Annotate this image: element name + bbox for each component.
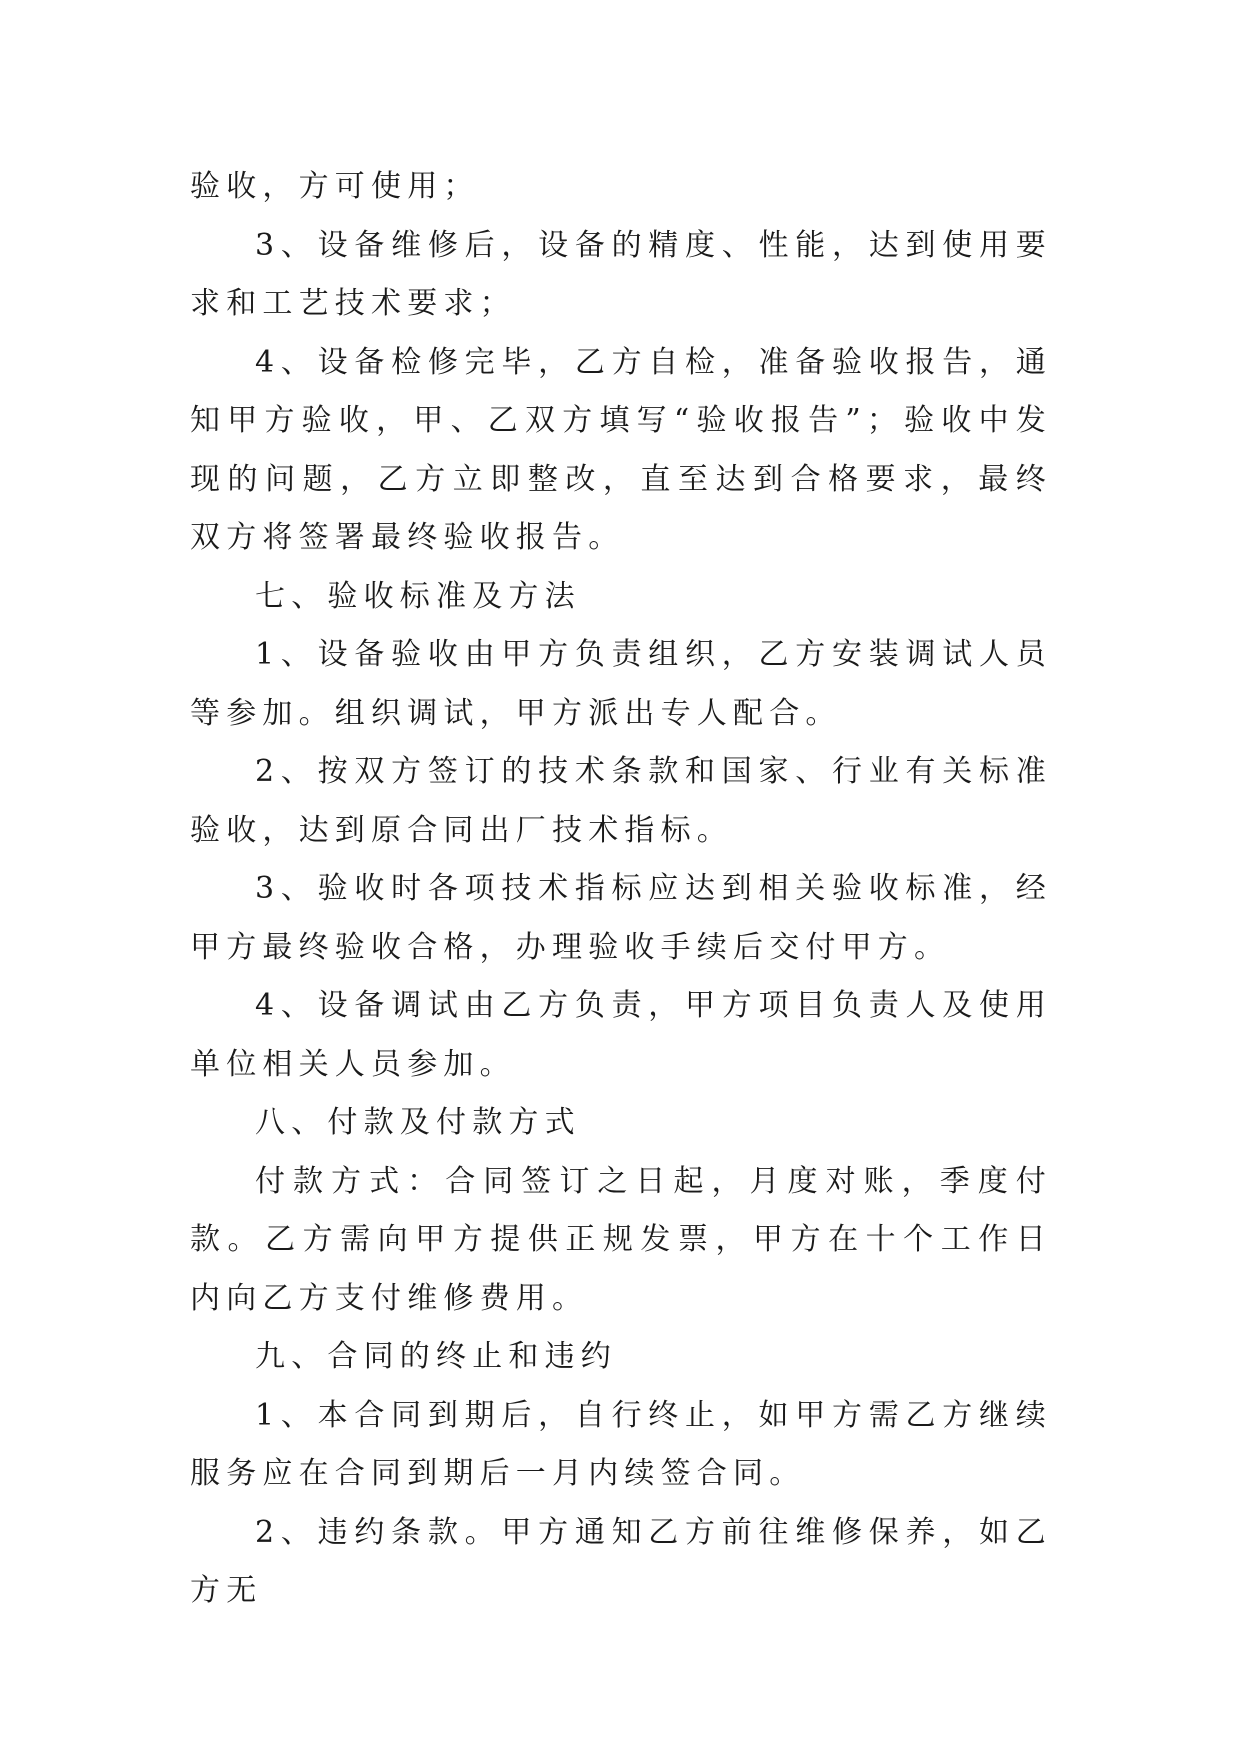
- paragraph-payment-method: 付款方式：合同签订之日起，月度对账，季度付款。乙方需向甲方提供正规发票，甲方在十个工作日内向乙方支付维修费用。: [190, 1163, 1052, 1316]
- paragraph-acceptance-2: 2、按双方签订的技术条款和国家、行业有关标准验收，达到原合同出厂技术指标。: [190, 754, 1052, 848]
- document-body: [190, 158, 1052, 1621]
- paragraph-acceptance-4: 4、设备调试由乙方负责，甲方项目负责人及使用单位相关人员参加。: [190, 988, 1052, 1082]
- paragraph-acceptance-3: 3、验收时各项技术指标应达到相关验收标准，经甲方最终验收合格，办理验收手续后交付甲方。: [190, 871, 1052, 965]
- section-heading-9: 九、合同的终止和违约: [255, 1339, 617, 1374]
- paragraph-acceptance-1: 1、设备验收由甲方负责组织，乙方安装调试人员等参加。组织调试，甲方派出专人配合。: [190, 637, 1052, 731]
- paragraph-termination-1: 1、本合同到期后，自行终止，如甲方需乙方继续服务应在合同到期后一月内续签合同。: [190, 1397, 1052, 1491]
- paragraph-item-4-inspection: 4、设备检修完毕，乙方自检，准备验收报告，通知甲方验收，甲、乙双方填写“验收报告”；验收中发现的问题，乙方立即整改，直至达到合格要求，最终双方将签署最终验收报告。: [190, 344, 1052, 555]
- paragraph-item-3-precision: 3、设备维修后，设备的精度、性能，达到使用要求和工艺技术要求；: [190, 227, 1052, 321]
- section-heading-8: 八、付款及付款方式: [255, 1105, 581, 1140]
- paragraph-continuation: 验收，方可使用；: [190, 169, 480, 204]
- paragraph-breach-2: 2、违约条款。甲方通知乙方前往维修保养，如乙方无: [190, 1514, 1052, 1608]
- section-heading-7: 七、验收标准及方法: [255, 578, 581, 614]
